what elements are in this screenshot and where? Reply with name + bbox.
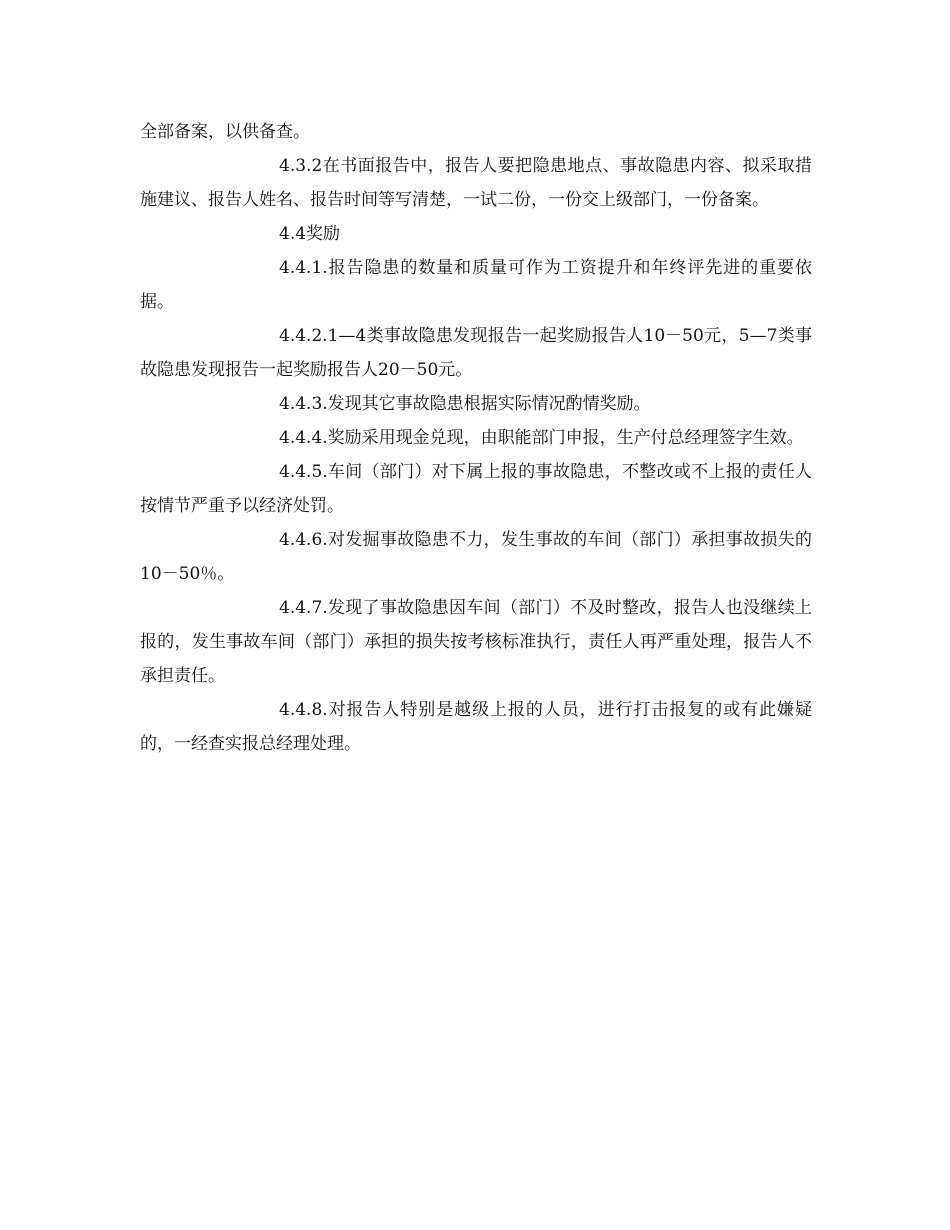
document-body — [140, 115, 812, 761]
section-heading-4-4: 4.4奖励 — [279, 224, 341, 244]
paragraph-4-4-3: 4.4.3.发现其它事故隐患根据实际情况酌情奖励。 — [279, 394, 651, 414]
paragraph-4-4-2: 4.4.2.1—4类事故隐患发现报告一起奖励报告人10－50元，5—7类事故隐患发现报告一起奖励报告人20－50元。 — [140, 326, 812, 380]
paragraph-continuation: 全部备案，以供备查。 — [140, 122, 310, 142]
paragraph-4-4-8: 4.4.8.对报告人特别是越级上报的人员，进行打击报复的或有此嫌疑的，一经查实报总经理处理。 — [140, 700, 812, 754]
paragraph-4-4-7: 4.4.7.发现了事故隐患因车间（部门）不及时整改，报告人也没继续上报的，发生事故车间（部门）承担的损失按考核标准执行，责任人再严重处理，报告人不承担责任。 — [140, 598, 812, 686]
paragraph-4-4-5: 4.4.5.车间（部门）对下属上报的事故隐患，不整改或不上报的责任人按情节严重予以经济处罚。 — [140, 462, 812, 516]
paragraph-4-4-4: 4.4.4.奖励采用现金兑现，由职能部门申报，生产付总经理签字生效。 — [279, 428, 804, 448]
paragraph-4-4-6: 4.4.6.对发掘事故隐患不力，发生事故的车间（部门）承担事故损失的10－50％。 — [140, 530, 812, 584]
paragraph-4-4-1: 4.4.1.报告隐患的数量和质量可作为工资提升和年终评先进的重要依据。 — [140, 258, 812, 312]
paragraph-4-3-2: 4.3.2在书面报告中，报告人要把隐患地点、事故隐患内容、拟采取措施建议、报告人姓名、报告时间等写清楚，一试二份，一份交上级部门，一份备案。 — [140, 156, 812, 210]
